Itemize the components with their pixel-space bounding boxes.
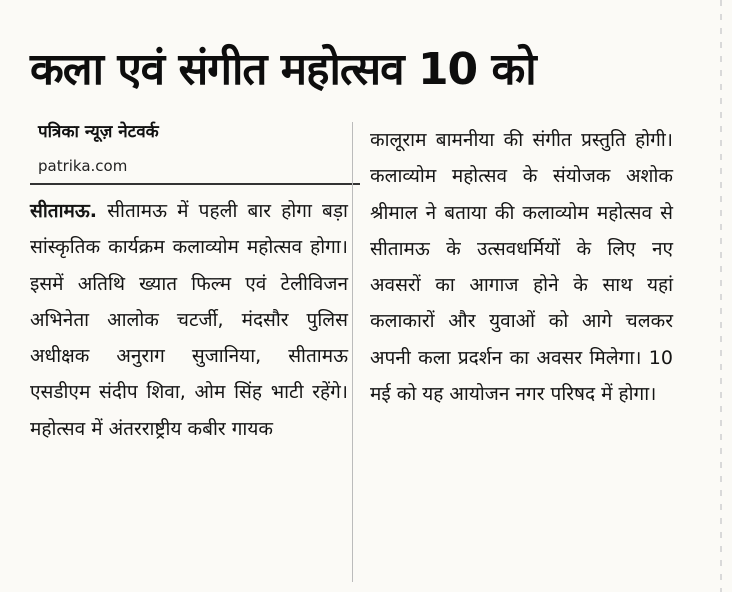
scan-edge	[720, 0, 722, 592]
column-divider	[352, 122, 353, 582]
dateline: सीतामऊ.	[30, 200, 98, 222]
left-column-text: सीतामऊ में पहली बार होगा बड़ा सांस्कृतिक कार्यक्रम कलाव्योम महोत्सव होगा। इसमें अतिथि ख्यात फिल्म एवं टेलीविजन अभिनेता आलोक चटर्जी, मंदसौर पुलिस अधीक्षक अनुराग सुजानिया, सीतामऊ एसडीएम संदीप शिवा, ओम सिंह भाटी रहेंगे। महोत्सव में अंतरराष्ट्रीय कबीर गायक	[30, 200, 348, 440]
right-column-text: कालूराम बामनीया की संगीत प्रस्तुति होगी। कलाव्योम महोत्सव के संयोजक अशोक श्रीमाल ने बताया की कलाव्योम महोत्सव से सीतामऊ के उत्सवधर्मियों के लिए नए अवसरों का आगाज होने के साथ यहां कलाकारों और युवाओं को आगे चलकर अपनी कला प्रदर्शन का अवसर मिलेगा। 10 मई को यह आयोजन नगर परिषद में होगा।	[370, 129, 673, 406]
article-column-right	[370, 122, 673, 412]
left-paragraph	[30, 193, 348, 447]
article-column-left	[30, 193, 348, 447]
site-url: patrika.com	[38, 157, 128, 175]
headline: कला एवं संगीत महोत्सव 10 को	[30, 44, 536, 95]
byline: पत्रिका न्यूज़ नेटवर्क	[38, 122, 159, 142]
byline-rule	[30, 183, 360, 185]
